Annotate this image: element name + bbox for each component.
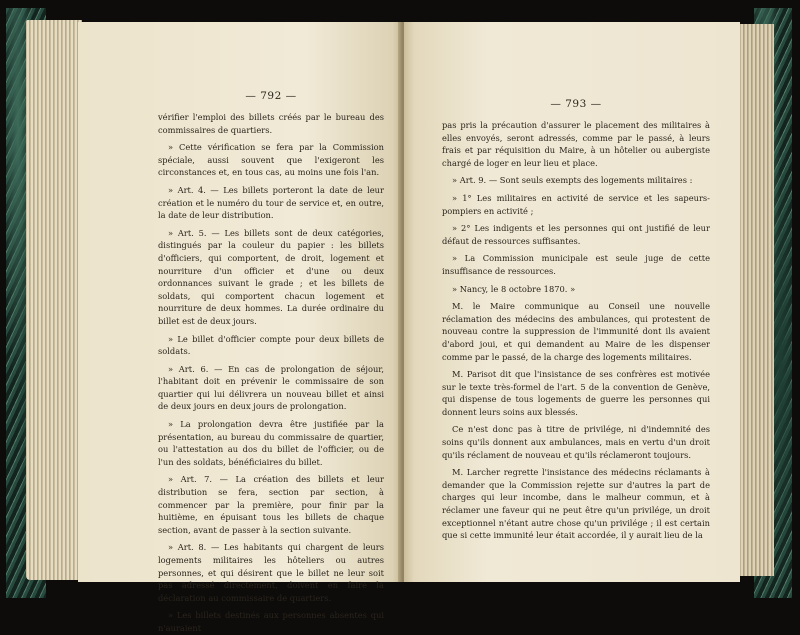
page-edges-left [26, 20, 82, 580]
paragraph: » La prolongation devra être justifiée par la présentation, au bureau du commissaire de quartier, ou l'attestation au dos du billet de l'officier, ou de l'un des soldats, bénéficiaires du billet. [158, 419, 384, 467]
paragraph: » Art. 9. — Sont seuls exempts des logements militaires : [452, 175, 693, 186]
paragraph: pas pris la précaution d'assurer le placement des militaires à elles envoyés, seront adressés, comme par le passé, à leurs frais et par réquisition du Maire, à un hôtelier ou aubergiste chargé de loger en leur lieu et place. [442, 120, 710, 168]
right-page [404, 22, 740, 582]
paragraph: M. le Maire communique au Conseil une nouvelle réclamation des médecins des ambulances, qui protestent de nouveau contre la suppression de l'immunité dont ils avaient d'abord joui, et qui demandent au Maire de les dispenser comme par le passé, de la charge des logements militaires. [442, 301, 710, 362]
paragraph: » La Commission municipale est seule juge de cette insuffisance de ressources. [442, 253, 710, 276]
paragraph: » Art. 4. — Les billets porteront la date de leur création et le numéro du tour de service et, en outre, la date de leur distribution. [158, 184, 384, 221]
paragraph: » Nancy, le 8 octobre 1870. » [452, 283, 576, 294]
paragraph: » 2° Les indigents et les personnes qui ont justifié de leur défaut de ressources suffisantes. [442, 223, 710, 246]
paragraph: Ce n'est donc pas à titre de privilége, ni d'indemnité des soins qu'ils donnent aux ambulances, mais en vertu d'un droit qu'ils réclament de nouveau et qu'ils réclameront toujours. [442, 424, 710, 460]
paragraph: vérifier l'emploi des billets créés par le bureau des commissaires de quartiers. [158, 112, 384, 135]
paragraph: » Art. 7. — La création des billets et leur distribution se fera, section par section, à commencer par la première, pour finir par la huitième, en épuisant tous les billets de chaque section, avant de passer à la section suivante. [158, 474, 384, 535]
paragraph: » Le billet d'officier compte pour deux billets de soldats. [158, 333, 384, 357]
page-edges-right [740, 24, 774, 576]
paragraph: » Les billets destinés aux personnes absentes qui n'auraient [158, 610, 384, 633]
paragraph: » Art. 6. — En cas de prolongation de séjour, l'habitant doit en prévenir le commissaire de son quartier qui lui délivrera un nouveau billet et ainsi de deux jours en deux jours de prolongation. [158, 363, 384, 412]
left-page [78, 22, 402, 633]
paragraph: » 1° Les militaires en activité de service et les sapeurs-pompiers en activité ; [442, 192, 710, 216]
paragraph: » Art. 5. — Les billets sont de deux catégories, distingués par la couleur du papier : les billets d'officiers, qui comportent, de droit, logement et nourriture d'un officier et d'une ou deux ordonnances suivant le grade ; et les billets de soldats, qui comportent chacun logement et nourriture de deux hommes. La durée ordinaire du billet est de deux jours. [158, 227, 384, 326]
paragraph: M. Parisot dit que l'insistance de ses confrères est motivée sur le texte très-formel de l'art. 5 de la convention de Genève, qui dispense de tous logements de guerre les personnes qui donnent leurs soins aux blessés. [442, 369, 710, 417]
paragraph: » Art. 8. — Les habitants qui chargent de leurs logements militaires les hôteliers ou autres personnes, et qui désirent que le billet ne leur soit pas adressé directement, doivent en faire la déclaration au commissaire de quartiers. [158, 542, 384, 603]
page-number-left: — 792 — [245, 90, 297, 102]
paragraph: M. Larcher regrette l'insistance des médecins réclamants à demander que la Commission rejette sur d'autres la part de charges qui leur incombe, dans le malheur commun, et à réclamer une faveur qui ne peut être qu'un privilége, un droit exceptionnel n'étant autre chose qu'un privilége ; il est certain que si cette immunité leur était accordée, il y aurait lieu de la [442, 467, 710, 541]
page-number-right: — 793 — [550, 98, 602, 110]
paragraph: » Cette vérification se fera par la Commission spéciale, aussi souvent que l'exigeront les circonstances et, en tous cas, au moins une fois l'an. [158, 142, 384, 178]
